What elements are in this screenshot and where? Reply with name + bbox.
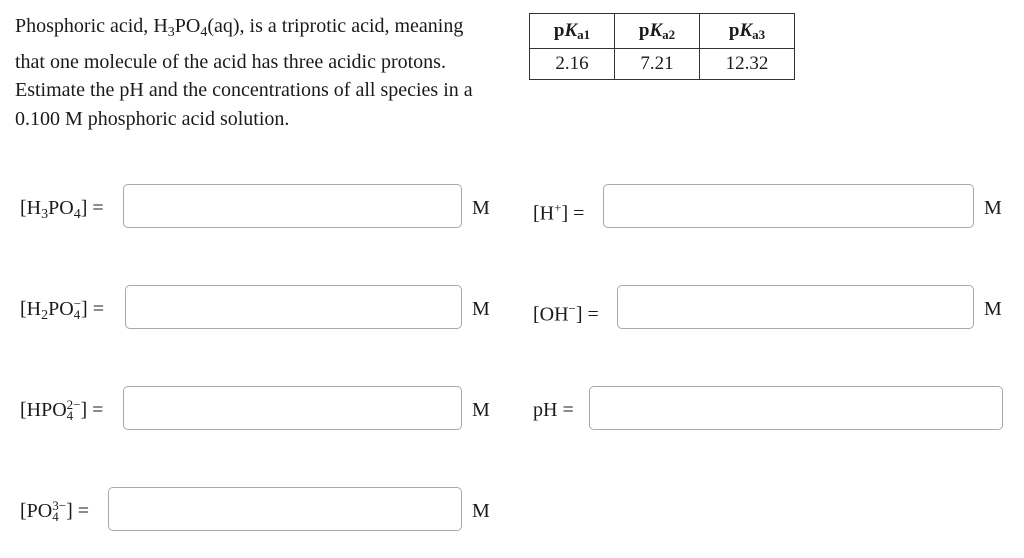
oh-input[interactable] xyxy=(617,285,974,329)
h2po4-unit: M xyxy=(472,298,490,320)
po4-input[interactable] xyxy=(108,487,462,531)
problem-statement: Phosphoric acid, $H_3PO_4(aq)$, is a triprotic acid, meaning that one molecule of the acid has three acidic protons. Estimate the pH and the concentrations of all species in a 0.100 M phosphoric acid solution. xyxy=(15,15,473,130)
oh-label: [OH−] = xyxy=(533,301,599,326)
h-input[interactable] xyxy=(603,184,974,228)
pka-table xyxy=(529,13,795,80)
hpo4-unit: M xyxy=(472,399,490,421)
ph-input[interactable] xyxy=(589,386,1003,430)
oh-unit: M xyxy=(984,298,1002,320)
h-label: [H+] = xyxy=(533,200,585,225)
po4-label: [PO 3− 4 ] = xyxy=(20,498,90,524)
pka1-value: 2.16 xyxy=(530,49,615,80)
h2po4-input[interactable] xyxy=(125,285,462,329)
h3po4-input[interactable] xyxy=(123,184,462,228)
h3po4-unit: M xyxy=(472,197,490,219)
pka3-header: pKa3 xyxy=(700,14,795,49)
pka3-value: 12.32 xyxy=(700,49,795,80)
pka1-header: pKa1 xyxy=(530,14,615,49)
pka2-header: pKa2 xyxy=(615,14,700,49)
h2po4-label: [$H_2PO$ − 4 ] = xyxy=(20,296,104,323)
ph-label: pH = xyxy=(533,399,574,421)
hpo4-label: [HPO 2− 4 ] = xyxy=(20,397,104,423)
h-unit: M xyxy=(984,197,1002,219)
pka2-value: 7.21 xyxy=(615,49,700,80)
hpo4-input[interactable] xyxy=(123,386,462,430)
po4-unit: M xyxy=(472,500,490,522)
h3po4-label: $[H_3PO_4]$ = xyxy=(20,197,104,222)
